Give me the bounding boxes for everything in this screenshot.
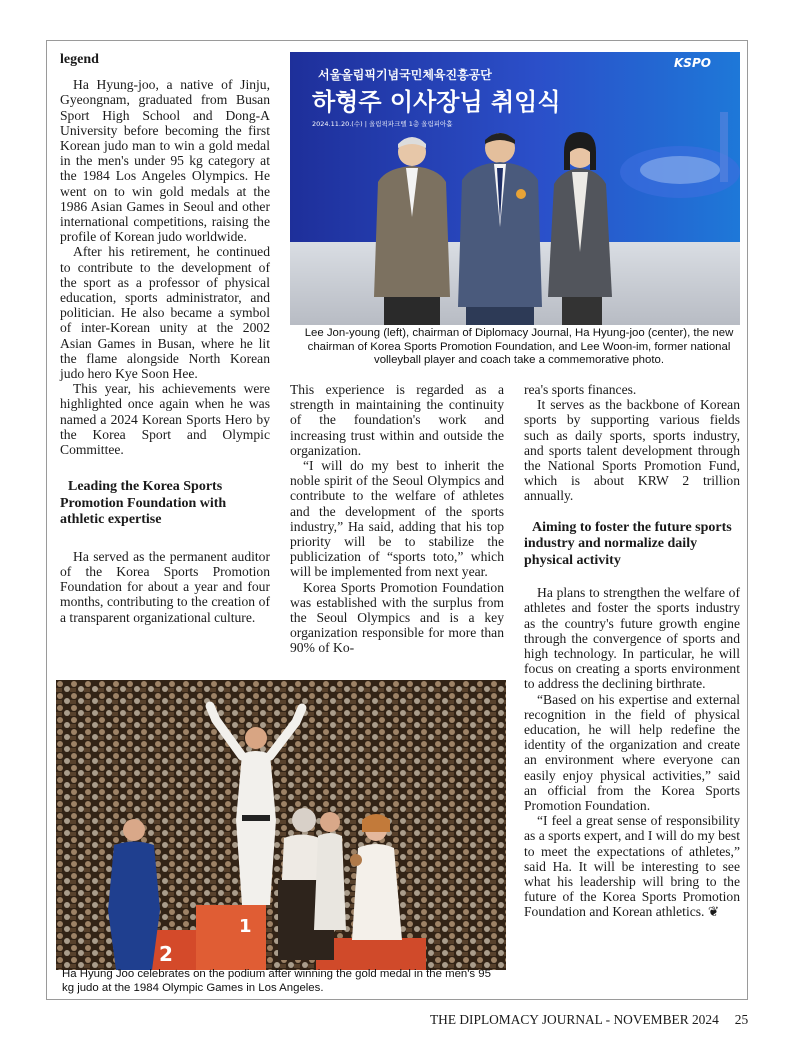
- banner-organization: 서울올림픽기념국민체육진흥공단: [318, 68, 492, 82]
- paragraph: It serves as the backbone of Korean sports by supporting various fields such as daily sports, sports industry, and sports talent development through the National Sports Promotion Fund, which is about KRW 2 trillion annually.: [524, 397, 740, 504]
- paragraph: [524, 813, 740, 919]
- legend-label: legend: [60, 52, 99, 67]
- article-column-3: [524, 382, 740, 920]
- paragraph: This year, his achievements were highlighted once again when he was named a 2024 Korean Sports Hero by the Korea Sport and Olympic Committee.: [60, 381, 270, 458]
- paragraph: rea's sports finances.: [524, 382, 637, 397]
- article-column-1: [60, 52, 270, 625]
- section-heading: Leading the Korea Sports Promotion Foundation with athletic expertise: [60, 479, 227, 528]
- podium-second-number: 2: [159, 942, 173, 966]
- podium-first-number: 1: [239, 916, 252, 937]
- photo-caption-bottom: Ha Hyung Joo celebrates on the podium after winning the gold medal in the men's 95 kg judo at the 1984 Olympic Games in Los Angeles.: [62, 968, 491, 994]
- paragraph-text: “I feel a great sense of responsibility as a sports expert, and I will do my best to meet the expectations of athletes,” said Ha. It will be interesting to see what his leadership will bring to the future of the Korea Sports Promotion Foundation and Korean athletics.: [524, 813, 740, 920]
- paragraph: Ha Hyung-joo, a native of Jinju, Gyeongnam, graduated from Busan Sport High School and Dong-A University before becoming the first Korean judo man to win a gold medal in the men's under 95 kg category at the 1984 Los Angeles Olympics. He went on to win gold medals at the 1986 Asian Games in Seoul and other international competitions, raising the profile of Korean judo worldwide.: [60, 77, 270, 245]
- paragraph: Ha plans to strengthen the welfare of athletes and foster the sports industry as the country's future growth engine through the convergence of sports and high technology. In particular, he will focus on creating a sports environment to address the declining birthrate.: [524, 585, 740, 692]
- inauguration-photo: [290, 52, 740, 325]
- kspo-logo: KSPO: [674, 56, 711, 70]
- section-heading: Aiming to foster the future sports industry and normalize daily physical activity: [524, 519, 732, 568]
- paragraph: Korea Sports Promotion Foundation was established with the surplus from the Seoul Olympics and is a key organization responsible for more than 90% of Ko-: [290, 579, 504, 656]
- photo-caption-top: Lee Jon-young (left), chairman of Diplomacy Journal, Ha Hyung-joo (center), the new chairman of Korea Sports Promotion Foundation, and Lee Woon-im, former national volleyball player and coach take a commemorative photo.: [304, 327, 734, 366]
- podium-photo: [56, 680, 506, 970]
- paragraph: After his retirement, he continued to contribute to the development of the sport as a professor of physical education, sports administrator, and politician. He also became a symbol of inter-Korean unity at the 2002 Asian Games in Busan, where he lit the flame alongside North Korean judo hero Kye Soon Hee.: [60, 244, 270, 382]
- paragraph: “I will do my best to inherit the noble spirit of the Seoul Olympics and contribute to the welfare of athletes and the development of the sports industry,” Ha said, adding that his top priority will be to stabilize the publicization of “sports toto,” which will be implemented from next year.: [290, 458, 504, 580]
- banner-date: 2024.11.20.(수) | 올림픽파크텔 1층 올림피아홀: [312, 120, 453, 128]
- paragraph: This experience is regarded as a strength in maintaining the continuity of the foundation's work and increasing trust within and outside the organization.: [290, 382, 504, 458]
- banner-title: 하형주 이사장님 취임식: [312, 88, 561, 116]
- article-column-2: [290, 382, 504, 656]
- publication-name: THE DIPLOMACY JOURNAL - NOVEMBER 2024: [430, 1012, 719, 1027]
- paragraph: Ha served as the permanent auditor of the Korea Sports Promotion Foundation for about a year and four months, contributing to the creation of a transparent organizational culture.: [60, 548, 270, 625]
- paragraph: “Based on his expertise and external recognition in the field of physical education, he will help redefine the identity of the organization and create an environment where everyone can easily enjoy physical activities,” said an official from the Korea Sports Promotion Foundation.: [524, 691, 740, 813]
- page-footer: [430, 1012, 748, 1028]
- page-number: 25: [734, 1012, 749, 1027]
- end-mark-icon: ❦: [707, 904, 720, 920]
